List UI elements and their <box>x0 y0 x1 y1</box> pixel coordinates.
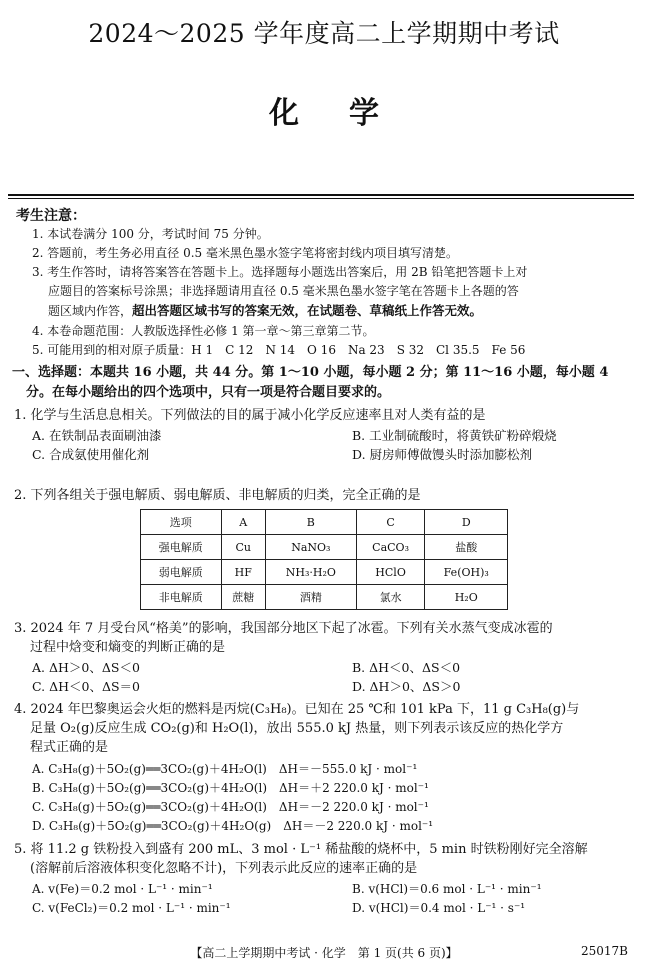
table-cell: 非电解质 <box>141 585 222 610</box>
question-2-stem: 2. 下列各组关于强电解质、弱电解质、非电解质的归类，完全正确的是 <box>14 488 421 503</box>
option-a: A. C₃H₈(g)＋5O₂(g)══3CO₂(g)＋4H₂O(l) ΔH＝－555.0 kJ · mol⁻¹ <box>32 762 418 776</box>
paper-code: 25017B <box>581 944 628 958</box>
question-1-options <box>32 426 632 464</box>
section-heading-cont: 分。在每小题给出的四个选项中，只有一项是符合题目要求的。 <box>26 385 391 400</box>
notice-heading: 考生注意： <box>16 208 86 224</box>
exam-title: 2024～2025 学年度高二上学期期中考试 <box>88 19 560 48</box>
question-5-stem-cont: (溶解前后溶液体积变化忽略不计)，下列表示此反应的速率正确的是 <box>30 861 418 876</box>
option-a: A. v(Fe)＝0.2 mol · L⁻¹ · min⁻¹ <box>32 882 213 896</box>
table-cell: D <box>425 510 508 535</box>
question-5-stem: 5. 将 11.2 g 铁粉投入到盛有 200 mL、3 mol · L⁻¹ 稀盐酸的烧杯中，5 min 时铁粉刚好完全溶解 <box>14 842 588 857</box>
divider-thick <box>8 194 634 196</box>
subject-title: 化学 <box>269 96 429 131</box>
question-3-stem: 3. 2024 年 7 月受台风“格美”的影响，我国部分地区下起了冰雹。下列有关水蒸气变成冰雹的 <box>14 621 553 636</box>
table-cell: 酒精 <box>265 585 356 610</box>
table-row <box>141 560 508 585</box>
table-cell: 蔗糖 <box>221 585 265 610</box>
notice-item: 1. 本试卷满分 100 分，考试时间 75 分钟。 <box>32 227 269 241</box>
option-d: D. ΔH＞0、ΔS＞0 <box>352 679 461 694</box>
option-c: C. 合成氨使用催化剂 <box>32 447 150 462</box>
option-d: D. 厨房师傅做馒头时添加膨松剂 <box>352 447 533 462</box>
option-b: B. C₃H₈(g)＋5O₂(g)══3CO₂(g)＋4H₂O(l) ΔH＝＋2 220.0 kJ · mol⁻¹ <box>32 781 429 795</box>
question-4-stem-cont: 程式正确的是 <box>30 740 109 755</box>
table-cell: 强电解质 <box>141 535 222 560</box>
option-c: C. C₃H₈(g)＋5O₂(g)══3CO₂(g)＋4H₂O(l) ΔH＝－2 220.0 kJ · mol⁻¹ <box>32 800 429 814</box>
section-heading: 一、选择题：本题共 16 小题，共 44 分。第 1～10 小题，每小题 2 分；第 11～16 小题，每小题 4 <box>12 365 609 380</box>
table-cell: Fe(OH)₃ <box>425 560 508 585</box>
question-4-stem-cont: 足量 O₂(g)反应生成 CO₂(g)和 H₂O(l)，放出 555.0 kJ 热量，则下列表示该反应的热化学方 <box>30 721 564 736</box>
table-cell: A <box>221 510 265 535</box>
table-cell: HClO <box>356 560 425 585</box>
notice-item: 应题目的答案标号涂黑；非选择题请用直径 0.5 毫米黑色墨水签字笔在答题卡上各题的答 <box>48 284 519 298</box>
question-4-stem: 4. 2024 年巴黎奥运会火炬的燃料是丙烷(C₃H₈)。已知在 25 ℃和 101 kPa 下，11 g C₃H₈(g)与 <box>14 702 580 717</box>
table-cell: NaNO₃ <box>265 535 356 560</box>
notice-text: 题区域内作答， <box>48 304 133 318</box>
table-cell: 弱电解质 <box>141 560 222 585</box>
notice-bold-text: 超出答题区域书写的答案无效，在试题卷、草稿纸上作答无效。 <box>132 303 483 318</box>
notice-item: 2. 答题前，考生务必用直径 0.5 毫米黑色墨水签字笔将密封线内项目填写清楚。 <box>32 246 458 260</box>
divider-thin <box>8 198 634 199</box>
page-footer: 【高二上学期期中考试 · 化学 第 1 页(共 6 页)】 <box>190 946 458 960</box>
table-cell: 盐酸 <box>425 535 508 560</box>
table-cell: Cu <box>221 535 265 560</box>
table-row <box>141 535 508 560</box>
notice-item: 5. 可能用到的相对原子质量：H 1 C 12 N 14 O 16 Na 23 S 32 Cl 35.5 Fe 56 <box>32 343 526 357</box>
option-b: B. ΔH＜0、ΔS＜0 <box>352 660 461 675</box>
option-d: D. v(HCl)＝0.4 mol · L⁻¹ · s⁻¹ <box>352 901 526 915</box>
table-cell: 氯水 <box>356 585 425 610</box>
option-d: D. C₃H₈(g)＋5O₂(g)══3CO₂(g)＋4H₂O(g) ΔH＝－2 220.0 kJ · mol⁻¹ <box>32 819 434 833</box>
option-b: B. 工业制硫酸时，将黄铁矿粉碎煅烧 <box>352 428 557 443</box>
classification-table <box>140 509 508 610</box>
question-1-stem: 1. 化学与生活息息相关。下列做法的目的属于减小化学反应速率且对人类有益的是 <box>14 408 486 423</box>
table-cell: C <box>356 510 425 535</box>
table-cell: NH₃·H₂O <box>265 560 356 585</box>
notice-item-emphasis <box>48 301 628 321</box>
option-c: C. ΔH＜0、ΔS＝0 <box>32 679 140 694</box>
question-3-options <box>32 658 632 696</box>
table-row <box>141 510 508 535</box>
option-b: B. v(HCl)＝0.6 mol · L⁻¹ · min⁻¹ <box>352 882 542 896</box>
question-5-options <box>32 880 632 918</box>
table-row <box>141 585 508 610</box>
option-a: A. ΔH＞0、ΔS＜0 <box>32 660 140 675</box>
notice-item: 3. 考生作答时，请将答案答在答题卡上。选择题每小题选出答案后，用 2B 铅笔把答题卡上对 <box>32 265 528 279</box>
notice-item: 4. 本卷命题范围：人教版选择性必修 1 第一章～第三章第二节。 <box>32 324 375 338</box>
table-cell: CaCO₃ <box>356 535 425 560</box>
option-c: C. v(FeCl₂)＝0.2 mol · L⁻¹ · min⁻¹ <box>32 901 231 915</box>
table-cell: 选项 <box>141 510 222 535</box>
table-cell: HF <box>221 560 265 585</box>
option-a: A. 在铁制品表面刷油漆 <box>32 428 162 443</box>
question-4-options <box>32 760 632 836</box>
question-3-stem-cont: 过程中焓变和熵变的判断正确的是 <box>30 640 226 655</box>
table-cell: H₂O <box>425 585 508 610</box>
table-cell: B <box>265 510 356 535</box>
